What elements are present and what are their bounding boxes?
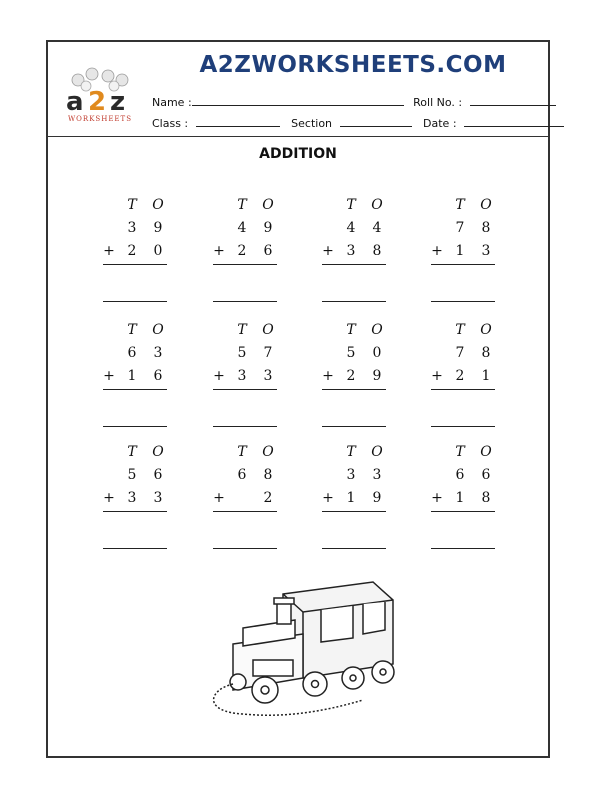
addend-2-ones: 6 [263, 243, 273, 259]
addend-1-tens: 7 [455, 220, 465, 236]
plus-sign: + [322, 490, 334, 506]
addition-problem [213, 322, 277, 422]
plus-sign: + [103, 490, 115, 506]
addend-1-ones: 3 [153, 345, 163, 361]
ones-header: O [371, 444, 383, 460]
addition-problem [213, 444, 277, 544]
addend-2-ones: 9 [372, 368, 382, 384]
site-title: A2ZWORKSHEETS.COM [199, 52, 507, 78]
svg-text:2: 2 [88, 87, 107, 117]
addend-2-tens: 1 [455, 490, 465, 506]
addend-1-tens: 6 [127, 345, 137, 361]
tens-header: T [127, 197, 137, 213]
addend-1-tens: 3 [346, 467, 356, 483]
plus-sign: + [431, 368, 443, 384]
addition-problem [431, 444, 495, 544]
addend-1-tens: 5 [237, 345, 247, 361]
addend-1-ones: 3 [372, 467, 382, 483]
answer-line[interactable] [213, 301, 277, 302]
addend-2-ones: 0 [153, 243, 163, 259]
addend-1-ones: 6 [481, 467, 491, 483]
addition-problem [322, 444, 386, 544]
sum-rule [431, 389, 495, 390]
sum-rule [322, 511, 386, 512]
addend-2-ones: 8 [372, 243, 382, 259]
addend-2-ones: 3 [481, 243, 491, 259]
tens-header: T [346, 444, 356, 460]
addend-1-ones: 7 [263, 345, 273, 361]
addition-problem [103, 197, 167, 297]
answer-line[interactable] [322, 301, 386, 302]
addend-1-tens: 4 [346, 220, 356, 236]
sum-rule [213, 389, 277, 390]
toy-train-icon [203, 572, 403, 722]
addend-2-tens: 2 [455, 368, 465, 384]
addition-problem [103, 444, 167, 544]
date-field[interactable] [464, 116, 564, 127]
date-label: Date : [423, 117, 457, 130]
addition-problem [322, 322, 386, 422]
addition-problem [103, 322, 167, 422]
sum-rule [103, 511, 167, 512]
addend-2-ones: 3 [263, 368, 273, 384]
addend-2-tens: 3 [346, 243, 356, 259]
plus-sign: + [213, 490, 225, 506]
tens-header: T [455, 322, 465, 338]
addition-problem [431, 322, 495, 422]
ones-header: O [152, 444, 164, 460]
addend-2-tens: 1 [127, 368, 137, 384]
addend-1-ones: 8 [481, 220, 491, 236]
addend-2-tens: 3 [127, 490, 137, 506]
addend-2-tens: 2 [346, 368, 356, 384]
name-roll-row [152, 95, 556, 109]
addend-1-ones: 0 [372, 345, 382, 361]
answer-line[interactable] [431, 426, 495, 427]
addend-1-tens: 6 [237, 467, 247, 483]
name-field[interactable] [192, 95, 404, 106]
addition-problem [213, 197, 277, 297]
addend-1-ones: 6 [153, 467, 163, 483]
sum-rule [103, 264, 167, 265]
tens-header: T [237, 444, 247, 460]
plus-sign: + [431, 490, 443, 506]
addend-1-ones: 9 [263, 220, 273, 236]
addend-1-ones: 4 [372, 220, 382, 236]
addend-1-ones: 9 [153, 220, 163, 236]
ones-header: O [152, 197, 164, 213]
addend-1-tens: 5 [346, 345, 356, 361]
class-field[interactable] [196, 116, 280, 127]
addend-2-tens: 1 [346, 490, 356, 506]
section-label: Section [291, 117, 333, 130]
addition-problem [431, 197, 495, 297]
sum-rule [103, 389, 167, 390]
answer-line[interactable] [103, 548, 167, 549]
addend-1-tens: 6 [455, 467, 465, 483]
sum-rule [431, 511, 495, 512]
tens-header: T [455, 444, 465, 460]
answer-line[interactable] [431, 301, 495, 302]
addition-problem [322, 197, 386, 297]
plus-sign: + [103, 243, 115, 259]
plus-sign: + [322, 243, 334, 259]
a2z-logo-icon [58, 66, 142, 126]
addend-2-ones: 8 [481, 490, 491, 506]
svg-text:a: a [66, 87, 84, 117]
sum-rule [322, 389, 386, 390]
answer-line[interactable] [431, 548, 495, 549]
ones-header: O [262, 444, 274, 460]
worksheet [46, 40, 550, 758]
class-section-date-row [152, 116, 564, 130]
name-label: Name : [152, 96, 192, 109]
addend-1-ones: 8 [481, 345, 491, 361]
plus-sign: + [103, 368, 115, 384]
answer-line[interactable] [322, 548, 386, 549]
tens-header: T [455, 197, 465, 213]
addend-2-tens: 1 [455, 243, 465, 259]
ones-header: O [371, 197, 383, 213]
addend-1-tens: 3 [127, 220, 137, 236]
ones-header: O [371, 322, 383, 338]
tens-header: T [237, 322, 247, 338]
addend-2-ones: 1 [481, 368, 491, 384]
addend-1-tens: 7 [455, 345, 465, 361]
roll-label: Roll No. : [413, 96, 463, 109]
answer-line[interactable] [213, 426, 277, 427]
roll-field[interactable] [470, 95, 556, 106]
answer-line[interactable] [213, 548, 277, 549]
plus-sign: + [213, 243, 225, 259]
addend-2-tens: 2 [237, 243, 247, 259]
ones-header: O [152, 322, 164, 338]
class-label: Class : [152, 117, 189, 130]
addend-2-ones: 9 [372, 490, 382, 506]
sum-rule [213, 511, 277, 512]
ones-header: O [480, 444, 492, 460]
sum-rule [431, 264, 495, 265]
addend-1-tens: 4 [237, 220, 247, 236]
answer-line[interactable] [103, 301, 167, 302]
ones-header: O [480, 322, 492, 338]
addend-2-ones: 6 [153, 368, 163, 384]
answer-line[interactable] [322, 426, 386, 427]
tens-header: T [237, 197, 247, 213]
plus-sign: + [322, 368, 334, 384]
worksheet-title: ADDITION [259, 146, 337, 162]
svg-text:WORKSHEETS: WORKSHEETS [67, 115, 133, 123]
addend-2-ones: 3 [153, 490, 163, 506]
answer-line[interactable] [103, 426, 167, 427]
svg-text:z: z [110, 87, 126, 117]
plus-sign: + [431, 243, 443, 259]
ones-header: O [480, 197, 492, 213]
addend-2-tens: 3 [237, 368, 247, 384]
addend-2-ones: 2 [263, 490, 273, 506]
ones-header: O [262, 197, 274, 213]
sum-rule [213, 264, 277, 265]
addend-2-tens: 2 [127, 243, 137, 259]
tens-header: T [127, 322, 137, 338]
sum-rule [322, 264, 386, 265]
worksheet-header [48, 42, 548, 137]
tens-header: T [346, 322, 356, 338]
addend-1-tens: 5 [127, 467, 137, 483]
plus-sign: + [213, 368, 225, 384]
section-field[interactable] [340, 116, 412, 127]
tens-header: T [346, 197, 356, 213]
tens-header: T [127, 444, 137, 460]
ones-header: O [262, 322, 274, 338]
addend-1-ones: 8 [263, 467, 273, 483]
